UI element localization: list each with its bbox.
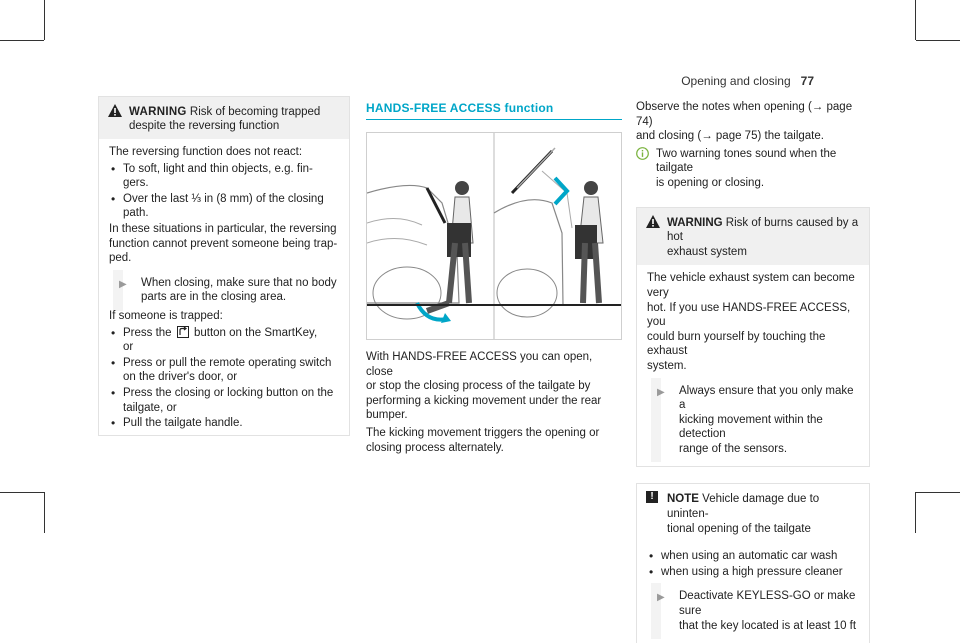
note-body [637, 542, 869, 643]
page-number: 77 [800, 74, 814, 88]
body-text: In these situations in particular, the reversing function cannot prevent someone being trap- ped. [109, 222, 338, 265]
note-vehicle-damage-box [636, 483, 870, 643]
crop-mark [44, 0, 45, 40]
warning-title: despite the reversing function [129, 120, 280, 132]
kick-gesture-illustration [367, 133, 621, 339]
section-heading: HANDS-FREE ACCESS function [366, 101, 554, 115]
warning-header: WARNING Risk of burns caused by a hot exhaust system [637, 208, 869, 266]
body-text: The reversing function does not react: [109, 146, 303, 158]
warning-label: WARNING [129, 106, 187, 118]
section-title: Opening and closing [681, 74, 791, 88]
action-step: ▶ Deactivate KEYLESS-GO or make sure that the key located is at least 10 ft [647, 589, 861, 633]
body-text: Observe the notes when opening (→ page 74) and closing (→ page 75) the tailgate. [636, 101, 853, 143]
arrow-right-icon: ▶ [657, 592, 665, 604]
crop-mark [915, 0, 916, 40]
list-item: • Press or pull the remote operating switch on the driver's door, or [109, 356, 339, 385]
crop-mark [0, 492, 44, 493]
list-item: • Press the button on the SmartKey, or [109, 326, 339, 355]
hands-free-section [366, 96, 622, 458]
warning-label: WARNING [667, 216, 723, 229]
heading-rule [366, 119, 622, 120]
warning-body [99, 139, 349, 438]
hands-free-description [366, 350, 622, 455]
action-step: ▶ When closing, make sure that no body parts are in the closing area. [109, 276, 339, 305]
list-item: • Over the last ⅓ in (8 mm) of the closing path. [109, 192, 339, 221]
crop-mark [0, 40, 44, 41]
warning-title: Risk of becoming trapped [189, 106, 321, 118]
crop-mark [915, 492, 916, 533]
arrow-right-icon: ▶ [119, 278, 127, 290]
list-item: • Pull the tailgate handle. [109, 416, 339, 431]
body-text: The vehicle exhaust system can become very hot. If you use HANDS-FREE ACCESS, you could burn yourself by touching the exhaust system. [647, 272, 855, 372]
warning-triangle-icon [646, 215, 660, 228]
note-label: NOTE [667, 493, 699, 506]
list-item: • when using an automatic car wash [647, 549, 861, 564]
warning-body [637, 265, 869, 466]
action-step: ▶ Always ensure that you only make a kicking movement within the detection range of the sensors. [647, 384, 861, 457]
body-text: With HANDS-FREE ACCESS you can open, close or stop the closing process of the tailgate by performing a kicking movement under the rear bumper. [366, 351, 602, 422]
info-note: Two warning tones sound when the tailgate is opening or closing. [636, 147, 870, 191]
exclamation-icon: ! [646, 491, 658, 503]
note-header: ! NOTE Vehicle damage due to uninten- tional opening of the tailgate [637, 484, 869, 542]
warning-trapped-box [98, 96, 350, 436]
hands-free-illustration [366, 132, 622, 340]
crop-mark [916, 492, 960, 493]
list-item: • Press the closing or locking button on the tailgate, or [109, 386, 339, 415]
tailgate-key-icon [177, 326, 189, 338]
warning-header [99, 97, 349, 139]
list-item: • To soft, light and thin objects, e.g. fin- gers. [109, 162, 339, 191]
list-item: • when using a high pressure cleaner [647, 565, 861, 580]
crop-mark [44, 492, 45, 533]
page-header [681, 74, 814, 88]
arrow-right-icon: ▶ [657, 386, 665, 398]
body-text: If someone is trapped: [109, 309, 223, 322]
warning-triangle-icon [108, 104, 122, 117]
crop-mark [916, 40, 960, 41]
info-icon [636, 147, 649, 160]
notes-column [636, 100, 870, 643]
warning-burns-box [636, 207, 870, 468]
body-text: The kicking movement triggers the opening or closing process alternately. [366, 426, 600, 454]
